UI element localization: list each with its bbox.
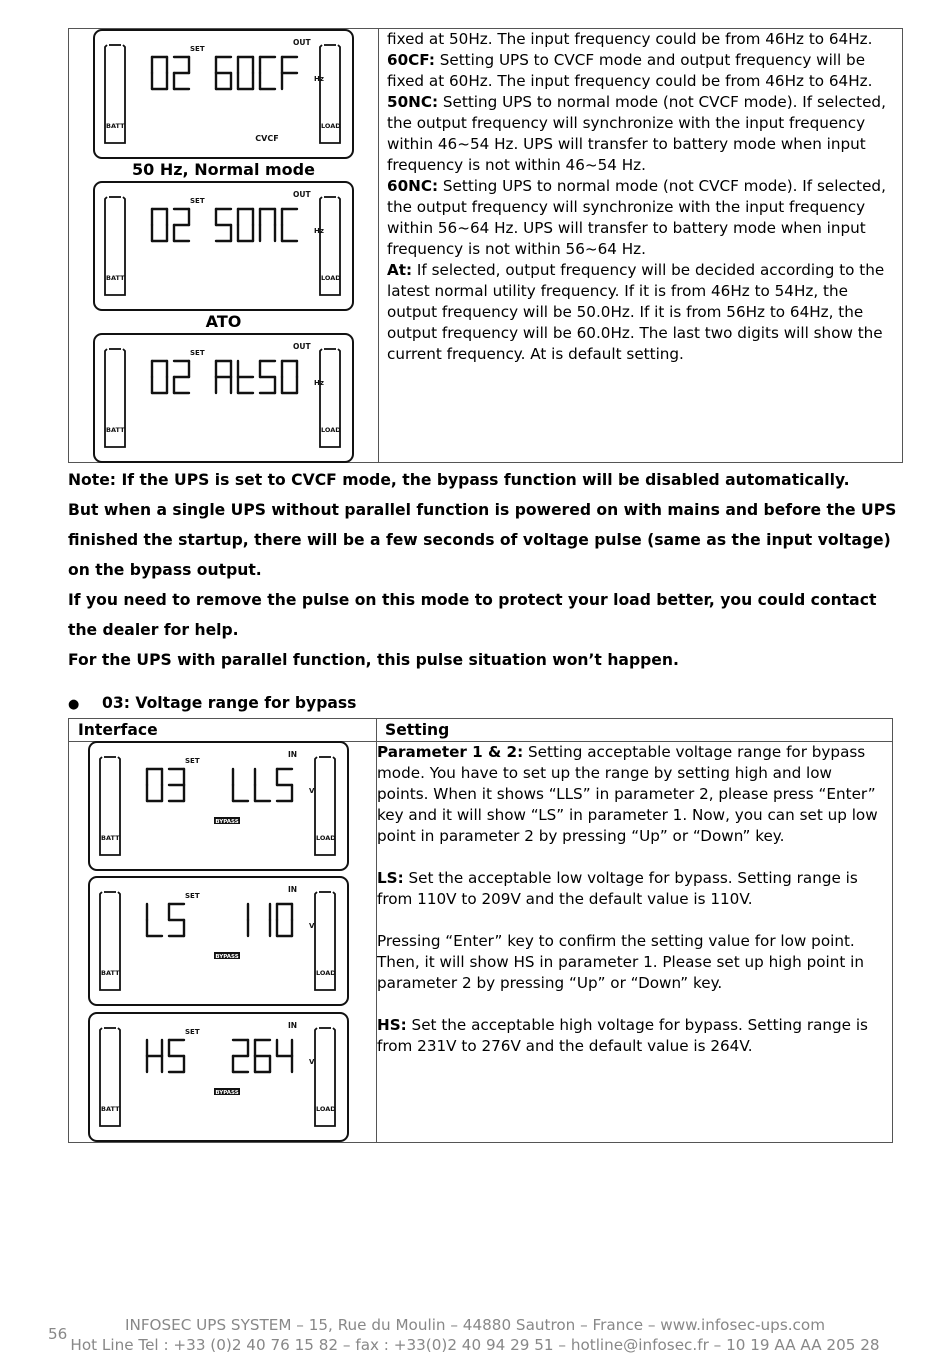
set-label: SET: [190, 197, 205, 205]
direction-label: IN: [288, 1021, 298, 1030]
segment-digit: [169, 1040, 184, 1072]
lcd-panel: [93, 333, 354, 463]
segment-digit: [174, 361, 189, 393]
text-paragraph: 60CF: Setting UPS to CVCF mode and output frequency will be fixed at 60Hz. The input frequency could be from 46Hz to 64Hz.: [387, 51, 873, 90]
unit-label: V: [309, 1058, 315, 1066]
direction-label: OUT: [293, 38, 311, 47]
lcd-display: [90, 878, 347, 1004]
segment-digit: [255, 1040, 270, 1072]
lower-setting-text: [377, 742, 887, 1057]
segment-digit: [216, 361, 231, 393]
lcd-panel: [88, 741, 349, 871]
lcd-panel: [88, 1012, 349, 1142]
segment-digit: [233, 1040, 248, 1072]
segment-digit: [147, 1040, 162, 1072]
header-interface: Interface: [69, 719, 377, 742]
segment-digit: [174, 57, 189, 89]
lcd-panel: [88, 876, 349, 1006]
segment-digit: [216, 57, 231, 89]
segment-digit: [260, 57, 275, 89]
batt-label: BATT: [106, 122, 125, 130]
upper-setting-text: [387, 29, 897, 365]
segment-digit: [174, 209, 189, 241]
segment-digit: [147, 769, 162, 801]
segment-digit: [147, 904, 162, 936]
set-label: SET: [190, 349, 205, 357]
footer-line-1: INFOSEC UPS SYSTEM – 15, Rue du Moulin – 44880 Sautron – France – www.infosec-ups.com: [124, 1316, 825, 1334]
text-paragraph: HS: Set the acceptable high voltage for bypass. Setting range is from 231V to 276V and the default value is 264V.: [377, 1016, 868, 1055]
lcd-display: [95, 335, 352, 461]
bypass-label: BYPASS: [215, 954, 239, 960]
direction-label: IN: [288, 750, 298, 759]
note-line: But when a single UPS without parallel function is powered on with mains and before the UPS finished the startup, there will be a few seconds of voltage pulse (same as the input voltage) on the bypass output.: [68, 501, 897, 579]
unit-label: Hz: [314, 379, 324, 387]
segment-digit: [152, 361, 167, 393]
text-paragraph: At: If selected, output frequency will be decided according to the latest normal utility frequency. If it is from 46Hz to 54Hz, the output frequency will be 50.0Hz. If it is from 56Hz to 64Hz, the output frequency will be 60.0Hz. The last two digits will show the current frequency. At is default setting.: [387, 261, 885, 363]
direction-label: OUT: [293, 190, 311, 199]
lcd-display: [90, 1014, 347, 1140]
segment-digit: [260, 361, 275, 393]
batt-label: BATT: [106, 274, 125, 282]
note-block: [68, 465, 908, 675]
unit-label: Hz: [314, 227, 324, 235]
segment-digit: [282, 361, 297, 393]
unit-label: V: [309, 787, 315, 795]
text-paragraph: 60NC: Setting UPS to normal mode (not CVCF mode). If selected, the output frequency will synchronize with the input frequency within 56~64 Hz. UPS will transfer to battery mode when input frequency is not within 56~64 Hz.: [387, 177, 886, 258]
text-paragraph: Parameter 1 & 2: Setting acceptable voltage range for bypass mode. You have to set up the range by setting high and low points. When it shows “LLS” in parameter 2, please press “Enter” key and it will show “LS” in parameter 1. Now, you can set up low point in parameter 2 by pressing “Up” or “Down” key.: [377, 743, 878, 845]
text-paragraph: Pressing “Enter” key to confirm the setting value for low point. Then, it will show HS in parameter 1. Please set up high point in parameter 2 by pressing “Up” or “Down” key.: [377, 932, 864, 992]
unit-label: V: [309, 922, 315, 930]
segment-digit: [238, 209, 253, 241]
segment-digit: [238, 57, 253, 89]
footer-line-2: Hot Line Tel : +33 (0)2 40 76 15 82 – fax : +33(0)2 40 94 29 51 – hotline@infosec.fr – 10 19 AA AA 205 28: [70, 1336, 880, 1354]
section-heading: [68, 694, 356, 712]
load-label: LOAD: [316, 1105, 336, 1113]
batt-label: BATT: [101, 834, 120, 842]
lcd-display: [90, 743, 347, 869]
segment-digit: [260, 209, 275, 241]
segment-digit: [282, 209, 297, 241]
unit-label: Hz: [314, 75, 324, 83]
panel-caption: ATO: [205, 312, 242, 331]
load-label: LOAD: [321, 122, 341, 130]
segment-digit: [169, 769, 184, 801]
segment-digit: [238, 361, 253, 393]
lcd-panel: [93, 29, 354, 159]
note-line: If you need to remove the pulse on this mode to protect your load better, you could contact the dealer for help.: [68, 591, 877, 639]
direction-label: OUT: [293, 342, 311, 351]
lcd-display: [95, 183, 352, 309]
batt-label: BATT: [101, 1105, 120, 1113]
segment-digit: [169, 904, 184, 936]
segment-digit: [277, 1040, 292, 1072]
load-label: LOAD: [321, 274, 341, 282]
batt-label: BATT: [101, 969, 120, 977]
set-label: SET: [185, 757, 200, 765]
set-label: SET: [190, 45, 205, 53]
segment-digit: [277, 769, 292, 801]
load-label: LOAD: [316, 969, 336, 977]
panel-caption: 50 Hz, Normal mode: [132, 160, 315, 179]
bypass-label: BYPASS: [215, 1090, 239, 1096]
note-line: Note: If the UPS is set to CVCF mode, the bypass function will be disabled automatically.: [68, 471, 850, 489]
segment-digit: [255, 769, 270, 801]
section-title: 03: Voltage range for bypass: [102, 694, 357, 712]
segment-digit: [152, 209, 167, 241]
load-label: LOAD: [321, 426, 341, 434]
text-paragraph: LS: Set the acceptable low voltage for bypass. Setting range is from 110V to 209V and the default value is 110V.: [377, 869, 858, 908]
text-paragraph: fixed at 50Hz. The input frequency could be from 46Hz to 64Hz.: [387, 30, 873, 48]
note-line: For the UPS with parallel function, this pulse situation won’t happen.: [68, 651, 679, 669]
text-paragraph: 50NC: Setting UPS to normal mode (not CVCF mode). If selected, the output frequency will synchronize with the input frequency within 46~54 Hz. UPS will transfer to battery mode when input frequency is not within 46~54 Hz.: [387, 93, 886, 174]
segment-digit: [216, 209, 231, 241]
load-label: LOAD: [316, 834, 336, 842]
set-label: SET: [185, 1028, 200, 1036]
bullet-icon: ●: [68, 697, 80, 712]
bypass-label: BYPASS: [215, 819, 239, 825]
page-number: 56: [48, 1325, 68, 1343]
direction-label: IN: [288, 885, 298, 894]
mode-label: CVCF: [255, 134, 279, 143]
lcd-display: [95, 31, 352, 157]
segment-digit: [233, 769, 248, 801]
segment-digit: [277, 904, 292, 936]
batt-label: BATT: [106, 426, 125, 434]
segment-digit: [282, 57, 297, 89]
header-setting: Setting: [377, 719, 893, 742]
set-label: SET: [185, 892, 200, 900]
lcd-panel: [93, 181, 354, 311]
segment-digit: [152, 57, 167, 89]
